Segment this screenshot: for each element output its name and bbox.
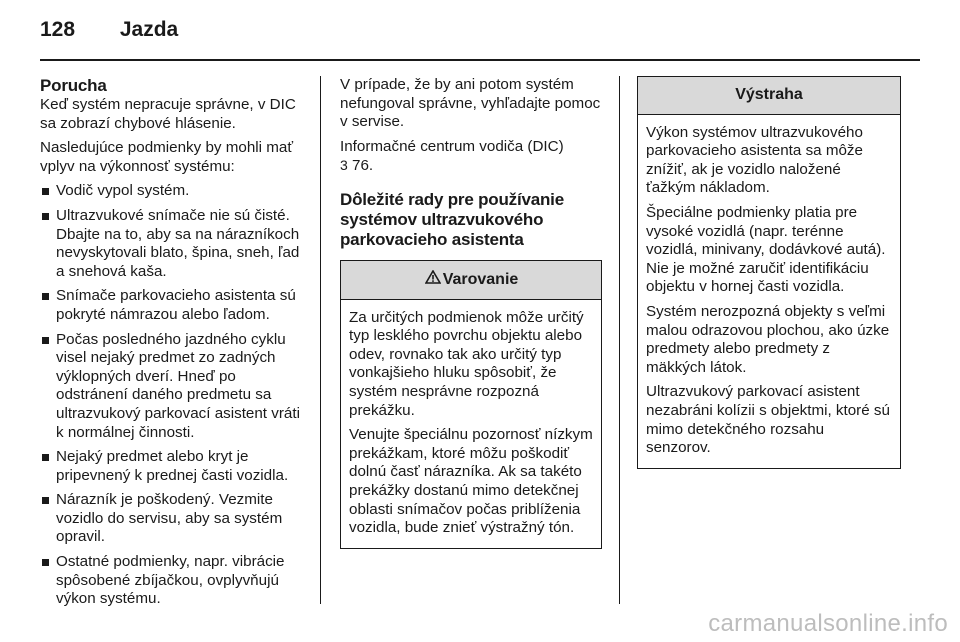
bullet-square-icon [42, 559, 49, 566]
page-header [40, 18, 178, 42]
warning-box [340, 260, 602, 549]
page-number: 128 [40, 18, 76, 41]
warning-paragraph: Venujte špeciálnu pozornosť nízkym prekážkam, ktoré môžu poškodiť dolnú časť nárazníka. Ak sa takéto prekážky dostanú mimo detekčnej oblasti snímačov počas priblíženia vozidla, bude znieť výstražný tón. [349, 426, 593, 537]
list-item: Snímače parkovacieho asistenta sú pokryté námrazou alebo ľadom. [40, 287, 310, 324]
list-item: Ostatné podmienky, napr. vibrácie spôsobené zbíjačkou, ovplyvňujú výkon systému. [40, 553, 310, 609]
header-rule [40, 59, 920, 61]
caution-box [637, 76, 901, 469]
column-2 [340, 76, 602, 549]
dic-reference: Informačné centrum vodiča (DIC) 3 76. [340, 137, 564, 175]
bullet-square-icon [42, 337, 49, 344]
caution-box-body [638, 115, 900, 468]
caution-paragraph: Ultrazvukový parkovací asistent nezabráni kolízii s objektmi, ktoré sú mimo detekčného rozsahu senzorov. [646, 383, 890, 457]
bullet-square-icon [42, 213, 49, 220]
service-paragraph: V prípade, že by ani potom systém nefungoval správne, vyhľadajte pomoc v servise. [340, 76, 601, 131]
column-divider-1 [320, 76, 321, 604]
list-item: Vodič vypol systém. [40, 182, 310, 201]
list-item: Ultrazvukové snímače nie sú čisté. Dbajte na to, aby sa na nárazníkoch nevyskytovali blato, špina, sneh, ľad a snehová kaša. [40, 207, 310, 281]
page-reference-arrow-icon: 3 [340, 157, 348, 174]
conditions-list [40, 182, 310, 608]
bullet-square-icon [42, 293, 49, 300]
lead-paragraph: Nasledujúce podmienky by mohli mať vplyv na výkonnosť systému: [40, 139, 294, 175]
section-heading-fault: Porucha [40, 76, 107, 95]
intro-paragraph: Keď systém nepracuje správne, v DIC sa zobrazí chybové hlásenie. [40, 96, 296, 132]
warning-box-header [341, 261, 601, 300]
section-title: Jazda [119, 18, 179, 41]
caution-paragraph: Systém nerozpozná objekty s veľmi malou odrazovou plochou, ako úzke predmety alebo predmety z mäkkých látok. [646, 302, 890, 376]
section-heading-tips: Dôležité rady pre používanie systémov ultrazvukového parkovacieho asistenta [340, 189, 564, 249]
caution-box-header: Výstraha [638, 77, 900, 115]
caution-paragraph: Výkon systémov ultrazvukového parkovacieho asistenta sa môže znížiť, ak je vozidlo naložené ťažkým nákladom. [646, 123, 863, 197]
page-reference-link[interactable]: 76. [352, 157, 374, 175]
column-3 [637, 76, 901, 469]
column-divider-2 [619, 76, 620, 604]
warning-triangle-icon [424, 270, 442, 290]
bullet-square-icon [42, 497, 49, 504]
warning-box-body [341, 300, 601, 548]
warning-title: Varovanie [442, 270, 519, 288]
watermark: carmanualsonline.info [708, 610, 948, 637]
bullet-square-icon [42, 188, 49, 195]
bullet-square-icon [42, 454, 49, 461]
list-item: Nárazník je poškodený. Vezmite vozidlo do servisu, aby sa systém opravil. [40, 491, 310, 547]
list-item: Počas posledného jazdného cyklu visel nejaký predmet zo zadných výklopných dverí. Hneď po odstránení daného predmetu sa ultrazvukový parkovací asistent vráti k normálnej činnosti. [40, 331, 310, 443]
warning-paragraph: Za určitých podmienok môže určitý typ lesklého povrchu objektu alebo odev, rovnako tak ako určitý typ vonkajšieho hluku spôsobiť, že systém nesprávne rozpozná prekážku. [349, 308, 584, 419]
caution-paragraph: Špeciálne podmienky platia pre vysoké vozidlá (napr. terénne vozidlá, minivany, dodávkové autá). Nie je možné zaručiť identifikáciu objektu v hornej časti vozidla. [646, 203, 886, 296]
column-1 [40, 76, 310, 615]
list-item: Nejaký predmet alebo kryt je pripevnený k prednej časti vozidla. [40, 448, 310, 485]
